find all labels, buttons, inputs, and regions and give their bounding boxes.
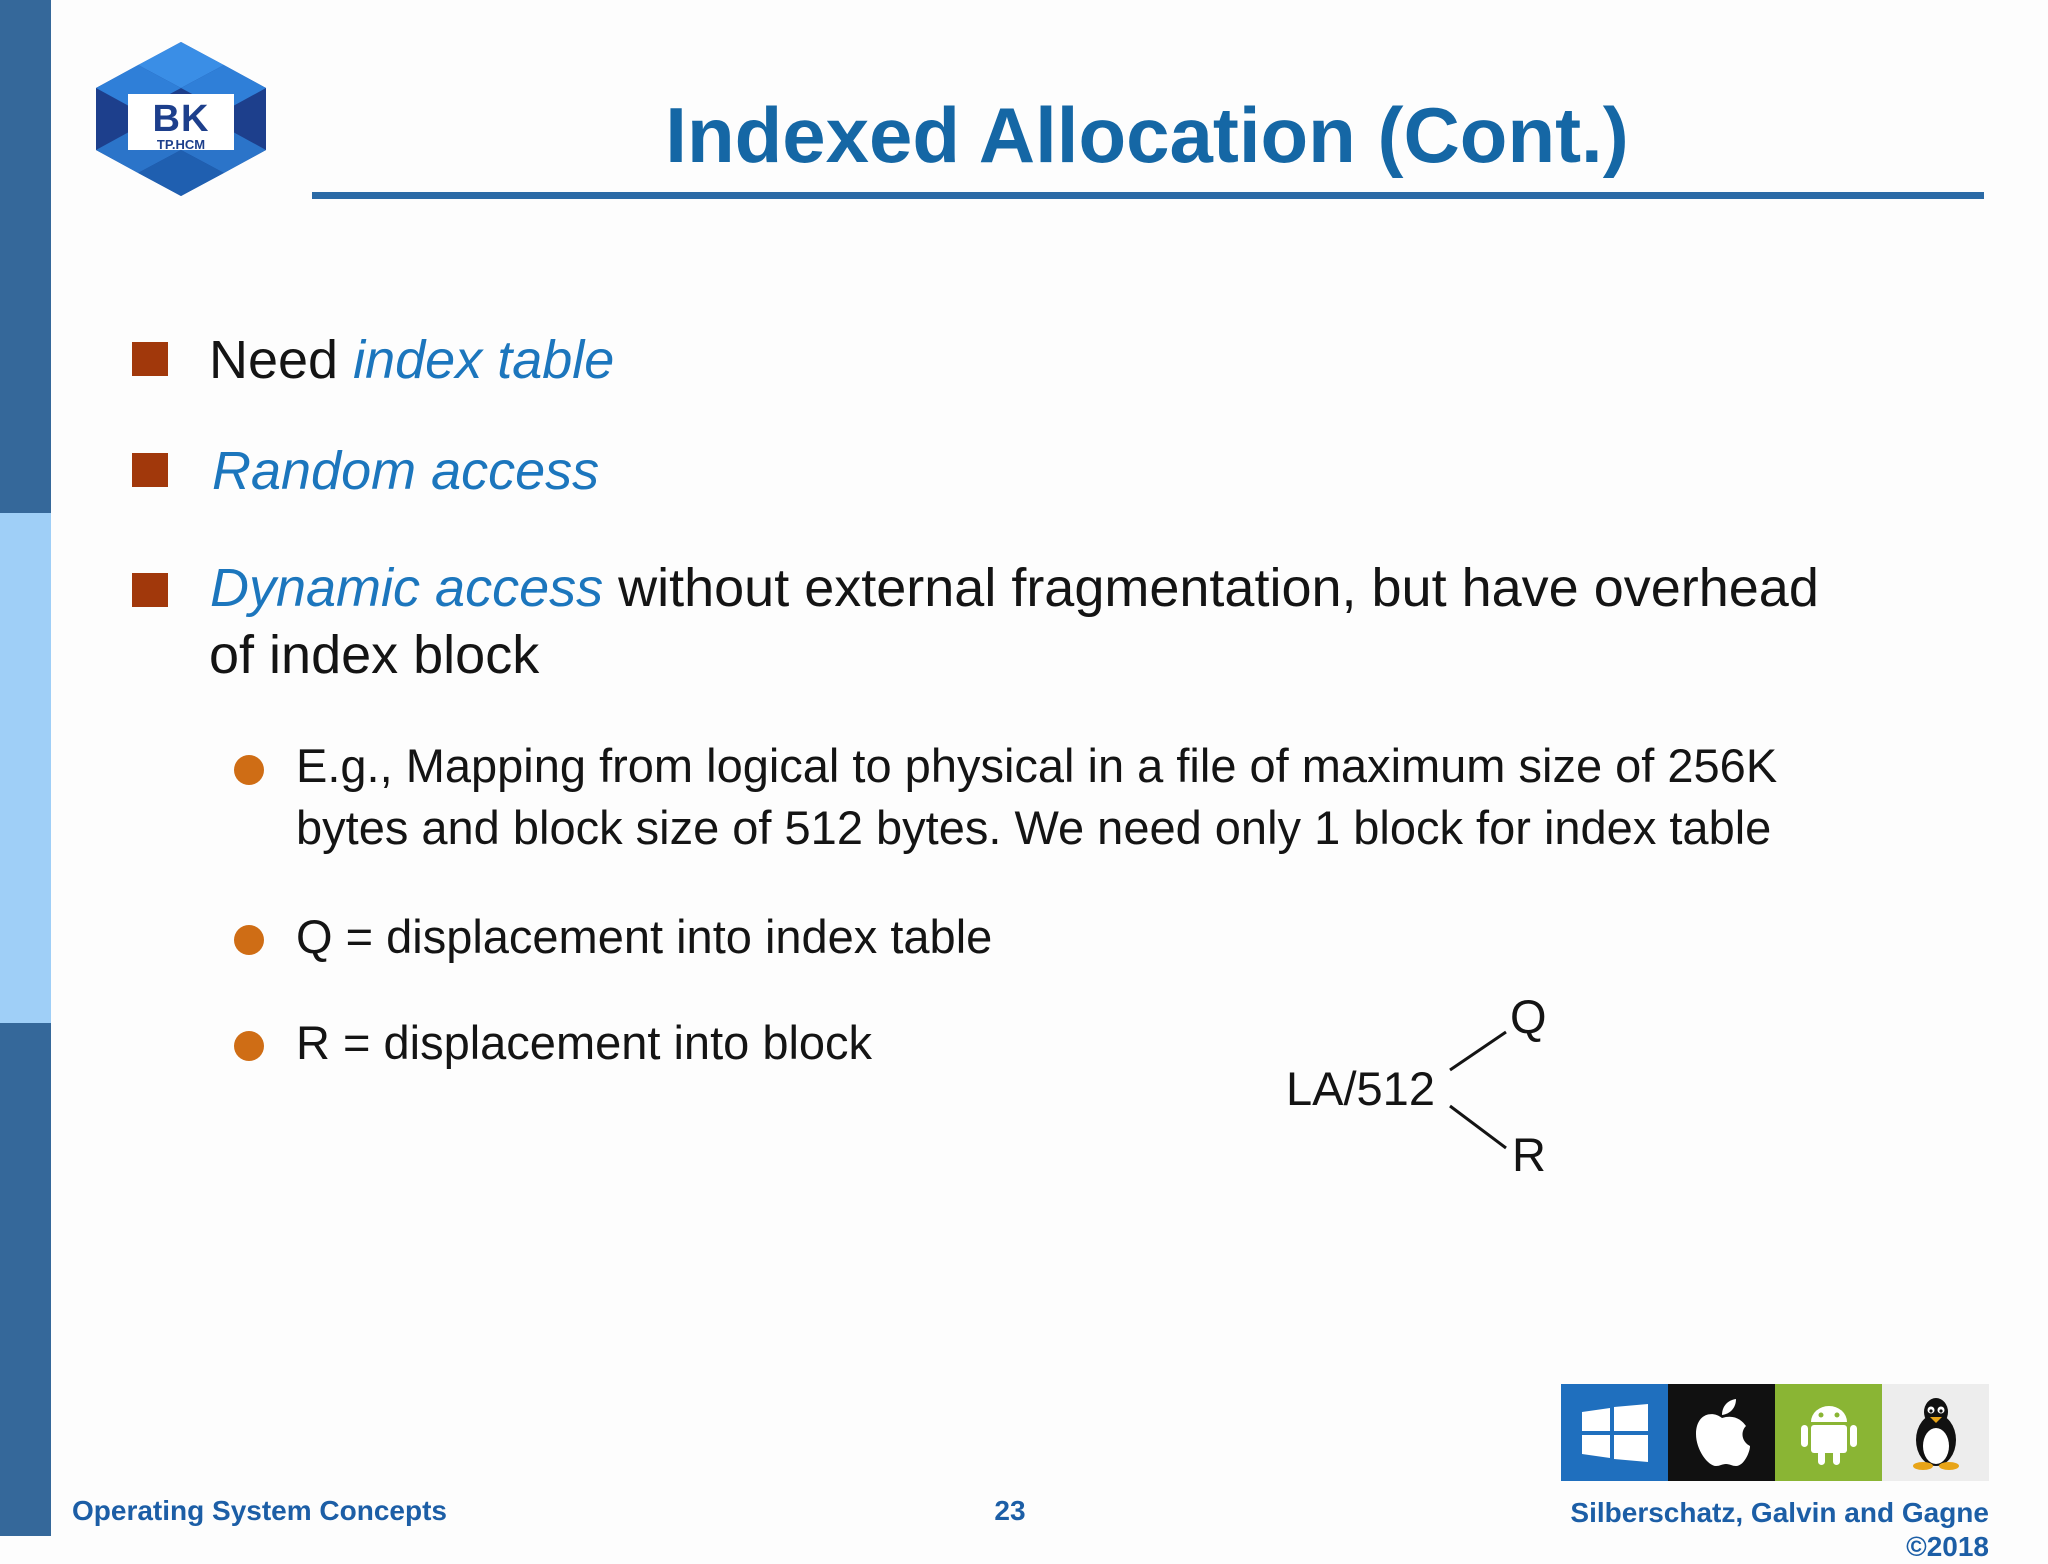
- bullet-dot-icon: [234, 1031, 264, 1061]
- bullet-square-icon: [132, 573, 168, 607]
- windows-icon: [1561, 1384, 1668, 1481]
- os-logos-strip: [1561, 1384, 1989, 1481]
- bullet-dot-icon: [234, 925, 264, 955]
- bullet-dot-icon: [234, 755, 264, 785]
- sub-bullet-example-line2: bytes and block size of 512 bytes. We need only 1 block for index table: [296, 801, 1772, 854]
- logo-sub-text: TP.HCM: [156, 137, 206, 152]
- bullet-need-index-table: [209, 326, 614, 394]
- sub-bullet-r: R = displacement into block: [296, 1016, 873, 1069]
- bullet-square-icon: [132, 342, 168, 376]
- bullet-text: Need: [209, 330, 354, 390]
- formula-branch-lines: [1440, 1020, 1520, 1180]
- formula-remainder: R: [1512, 1128, 1546, 1181]
- logo-bk-text: BK: [152, 98, 210, 140]
- bullet-dynamic-access-cont: of index block: [209, 625, 540, 685]
- bullet-random-access: [212, 437, 599, 505]
- slide-title: Indexed Allocation (Cont.): [665, 91, 1629, 179]
- bullet-highlight: Random access: [212, 441, 600, 501]
- formula-quotient: Q: [1510, 990, 1547, 1043]
- left-accent-bar: [0, 0, 51, 1536]
- linux-tux-icon: [1882, 1384, 1989, 1481]
- footer-course-title: Operating System Concepts: [72, 1495, 447, 1526]
- bullet-dynamic-access: [210, 554, 1970, 622]
- apple-icon: [1668, 1384, 1775, 1481]
- title-underline: [312, 192, 1984, 199]
- left-accent-bar-highlight: [0, 513, 51, 1023]
- bullet-square-icon: [132, 453, 168, 487]
- bullet-highlight: index table: [353, 330, 615, 390]
- sub-bullet-q: Q = displacement into index table: [296, 910, 993, 963]
- footer-copyright: Silberschatz, Galvin and Gagne ©2018: [1570, 1497, 1989, 1562]
- footer-page-number: 23: [994, 1495, 1026, 1526]
- android-icon: [1775, 1384, 1882, 1481]
- formula-dividend: LA/512: [1286, 1062, 1435, 1115]
- sub-bullet-example-line1: E.g., Mapping from logical to physical in a file of maximum size of 256K: [296, 739, 1778, 792]
- bullet-text: without external fragmentation, but have overhead: [603, 558, 1819, 618]
- bk-logo: [96, 42, 266, 196]
- bullet-highlight: Dynamic access: [210, 558, 604, 618]
